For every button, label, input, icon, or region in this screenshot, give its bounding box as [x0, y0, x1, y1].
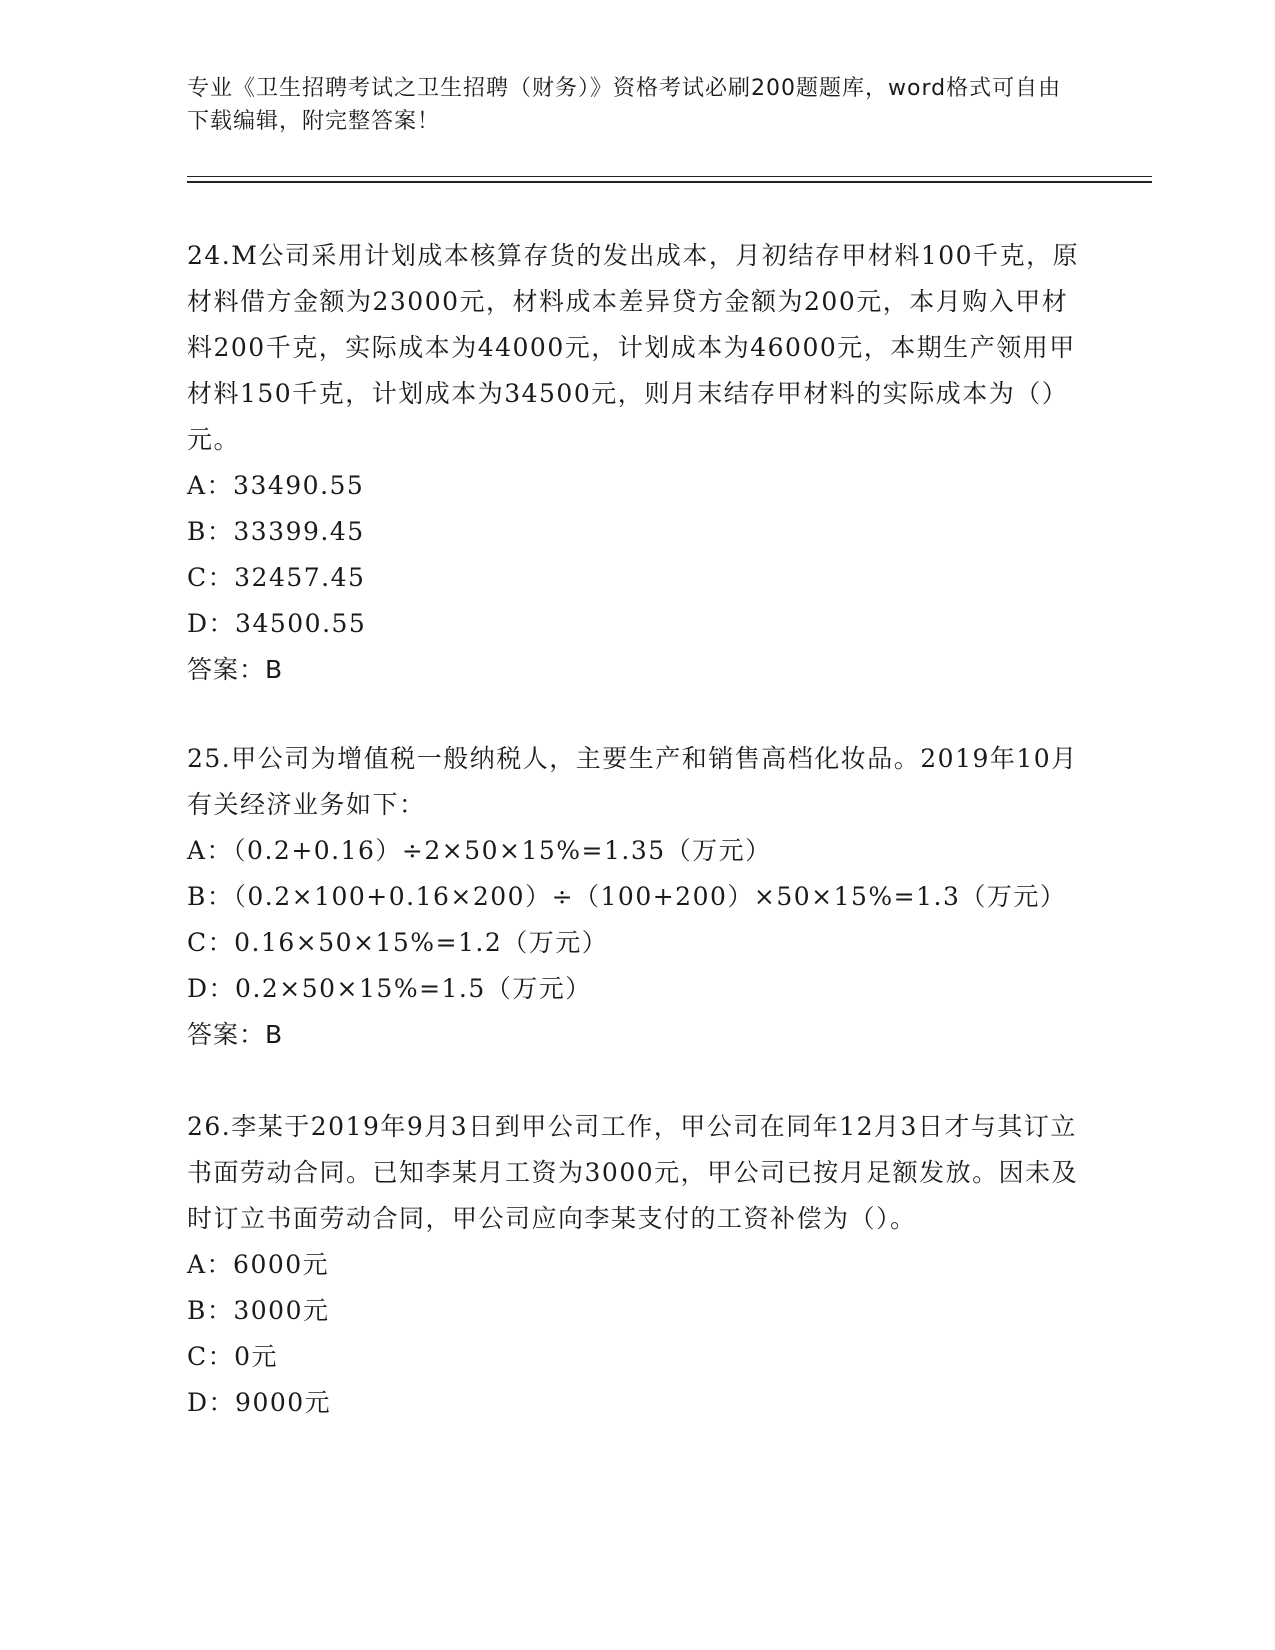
header-divider-thin: [187, 176, 1152, 177]
option-a: A：6000元: [187, 1250, 330, 1279]
option-d: D：9000元: [187, 1388, 332, 1417]
option-b: B：33399.45: [187, 517, 365, 546]
question-stem: 24.M公司采用计划成本核算存货的发出成本，月初结存甲材料100千克，原材料借方金额为23000元，材料成本差异贷方金额为200元，本月购入甲材料200千克，实际成本为44000元，计划成本为46000元，本期生产领用甲材料150千克，计划成本为34500元，则月末结存甲材料的实际成本为（）元。: [187, 241, 1080, 454]
option-b: B：（0.2×100+0.16×200）÷（100+200）×50×15%=1.3（万元）: [187, 882, 1067, 911]
option-b: B：3000元: [187, 1296, 330, 1325]
option-c: C：0.16×50×15%=1.2（万元）: [187, 928, 609, 957]
option-a: A：33490.55: [187, 471, 365, 500]
header-divider-thick: [187, 181, 1152, 183]
question-stem: 25.甲公司为增值税一般纳税人，主要生产和销售高档化妆品。2019年10月有关经济业务如下：: [187, 744, 1078, 819]
question-stem: 26.李某于2019年9月3日到甲公司工作，甲公司在同年12月3日才与其订立书面劳动合同。已知李某月工资为3000元，甲公司已按月足额发放。因未及时订立书面劳动合同，甲公司应向李某支付的工资补偿为（）。: [187, 1112, 1079, 1233]
answer: 答案：B: [187, 655, 284, 684]
option-c: C：0元: [187, 1342, 279, 1371]
option-c: C：32457.45: [187, 563, 366, 592]
question-24: [187, 233, 1087, 693]
option-d: D：0.2×50×15%=1.5（万元）: [187, 974, 592, 1003]
answer: 答案：B: [187, 1020, 284, 1049]
option-a: A：（0.2+0.16）÷2×50×15%=1.35（万元）: [187, 836, 772, 865]
option-d: D：34500.55: [187, 609, 367, 638]
question-25: [187, 736, 1087, 1058]
question-26: [187, 1104, 1087, 1426]
document-header: 专业《卫生招聘考试之卫生招聘（财务）》资格考试必刷200题题库，word格式可自由下载编辑，附完整答案！: [187, 76, 1062, 134]
